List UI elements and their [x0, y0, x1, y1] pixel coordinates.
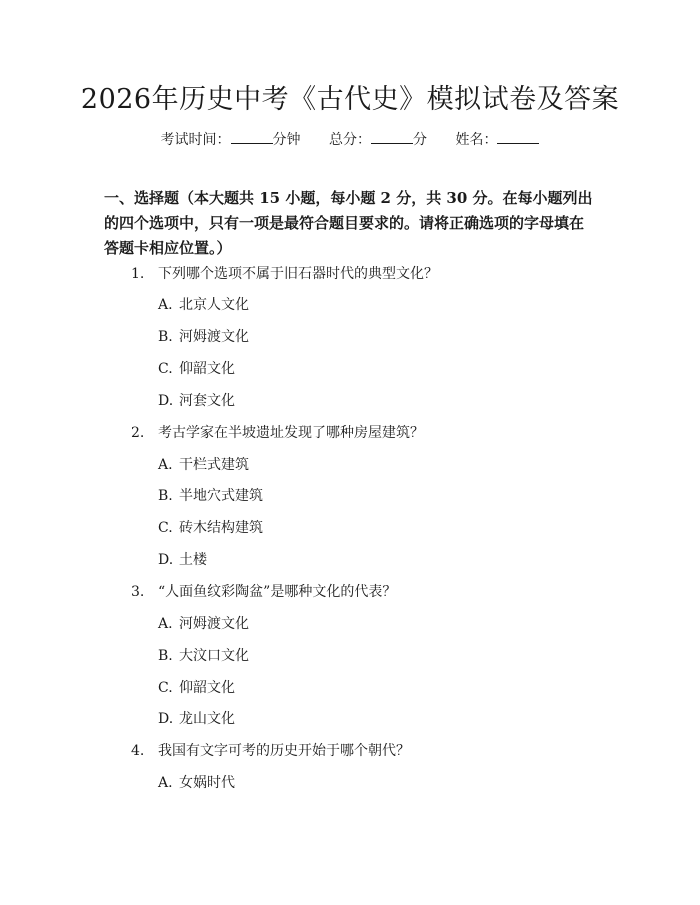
page-title: 2026年历史中考《古代史》模拟试卷及答案 [80, 84, 620, 115]
option-3d: D. 龙山文化 [158, 711, 235, 727]
question-4: 4. 我国有文字可考的历史开始于哪个朝代？ [131, 743, 410, 759]
section-heading: 一、选择题（本大题共 15 小题，每小题 2 分，共 30 分。在每小题列出的四个选项中，只有一项是最符合题目要求的。请将正确选项的字母填在答题卡相应位置。） [104, 189, 593, 257]
score-blank [371, 130, 413, 144]
option-3c: C. 仰韶文化 [158, 680, 235, 696]
exam-score: 总分： 分 [329, 132, 427, 148]
name-blank [497, 130, 539, 144]
option-2d: D. 土楼 [158, 552, 207, 568]
question-1: 1. 下列哪个选项不属于旧石器时代的典型文化？ [131, 266, 438, 282]
option-4a: A. 女娲时代 [158, 775, 235, 791]
exam-meta [0, 130, 700, 150]
question-3: 3. “人面鱼纹彩陶盆”是哪种文化的代表？ [131, 584, 397, 600]
exam-time: 考试时间： 分钟 [160, 132, 301, 148]
option-2a: A. 干栏式建筑 [158, 457, 249, 473]
option-1d: D. 河套文化 [158, 393, 235, 409]
option-1c: C. 仰韶文化 [158, 361, 235, 377]
exam-name: 姓名： [455, 130, 539, 150]
time-blank [231, 130, 273, 144]
option-1b: B. 河姆渡文化 [158, 329, 249, 345]
option-3a: A. 河姆渡文化 [158, 616, 249, 632]
option-2b: B. 半地穴式建筑 [158, 488, 263, 504]
option-3b: B. 大汶口文化 [158, 648, 249, 664]
option-2c: C. 砖木结构建筑 [158, 520, 263, 536]
option-1a: A. 北京人文化 [158, 297, 249, 313]
question-2: 2. 考古学家在半坡遗址发现了哪种房屋建筑？ [131, 425, 424, 441]
